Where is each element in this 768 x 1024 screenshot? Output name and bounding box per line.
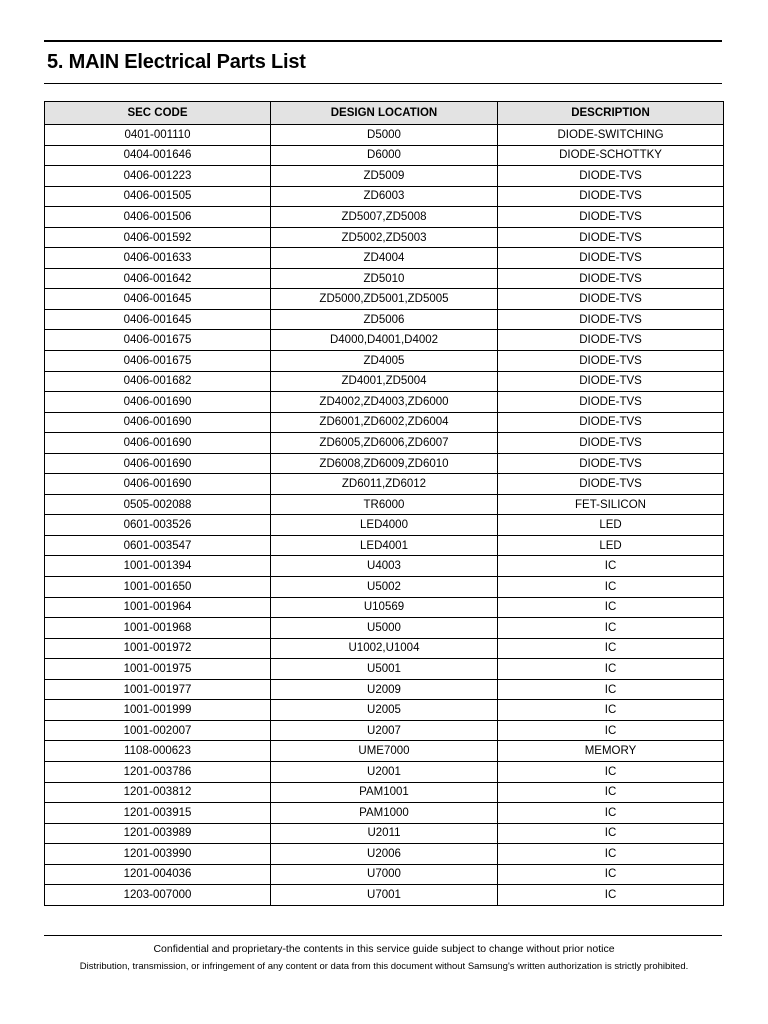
table-row: [45, 433, 724, 454]
sec-code-cell: 1201-003990: [45, 844, 271, 865]
sec-code-cell: 1001-001975: [45, 659, 271, 680]
design-location-cell: ZD5000,ZD5001,ZD5005: [271, 289, 498, 310]
table-row: [45, 309, 724, 330]
sec-code-cell: 0406-001690: [45, 433, 271, 454]
sec-code-cell: 1001-001977: [45, 679, 271, 700]
description-cell: IC: [498, 720, 724, 741]
description-cell: FET-SILICON: [498, 494, 724, 515]
design-location-cell: U1002,U1004: [271, 638, 498, 659]
description-cell: IC: [498, 885, 724, 906]
description-cell: IC: [498, 577, 724, 598]
table-row: [45, 371, 724, 392]
table-row: [45, 618, 724, 639]
design-location-cell: U2011: [271, 823, 498, 844]
table-row: [45, 330, 724, 351]
description-cell: DIODE-SCHOTTKY: [498, 145, 724, 166]
table-row: [45, 412, 724, 433]
sec-code-cell: 1201-003915: [45, 803, 271, 824]
table-row: [45, 803, 724, 824]
table-row: [45, 864, 724, 885]
sec-code-cell: 1001-001964: [45, 597, 271, 618]
design-location-cell: ZD5009: [271, 166, 498, 187]
description-cell: IC: [498, 638, 724, 659]
design-location-cell: PAM1000: [271, 803, 498, 824]
header-sec-code: SEC CODE: [45, 102, 271, 125]
sec-code-cell: 0404-001646: [45, 145, 271, 166]
table-body: [45, 125, 724, 906]
table-row: [45, 453, 724, 474]
design-location-cell: ZD5010: [271, 268, 498, 289]
design-location-cell: ZD5002,ZD5003: [271, 227, 498, 248]
table-row: [45, 125, 724, 146]
table-row: [45, 535, 724, 556]
top-rule: [44, 40, 722, 42]
sec-code-cell: 0406-001633: [45, 248, 271, 269]
design-location-cell: D6000: [271, 145, 498, 166]
description-cell: DIODE-TVS: [498, 186, 724, 207]
design-location-cell: ZD6011,ZD6012: [271, 474, 498, 495]
sec-code-cell: 0406-001675: [45, 330, 271, 351]
sec-code-cell: 1201-003786: [45, 761, 271, 782]
description-cell: DIODE-TVS: [498, 207, 724, 228]
table-row: [45, 782, 724, 803]
sec-code-cell: 0406-001682: [45, 371, 271, 392]
sec-code-cell: 1108-000623: [45, 741, 271, 762]
description-cell: IC: [498, 823, 724, 844]
sec-code-cell: 1001-001394: [45, 556, 271, 577]
description-cell: DIODE-TVS: [498, 371, 724, 392]
description-cell: IC: [498, 659, 724, 680]
table-row: [45, 392, 724, 413]
design-location-cell: ZD5006: [271, 309, 498, 330]
design-location-cell: ZD6008,ZD6009,ZD6010: [271, 453, 498, 474]
table-row: [45, 679, 724, 700]
design-location-cell: D5000: [271, 125, 498, 146]
table-row: [45, 556, 724, 577]
description-cell: DIODE-TVS: [498, 268, 724, 289]
design-location-cell: U2009: [271, 679, 498, 700]
description-cell: IC: [498, 597, 724, 618]
table-row: [45, 474, 724, 495]
description-cell: DIODE-SWITCHING: [498, 125, 724, 146]
design-location-cell: U10569: [271, 597, 498, 618]
page-title: 5. MAIN Electrical Parts List: [47, 51, 306, 73]
sec-code-cell: 1201-004036: [45, 864, 271, 885]
design-location-cell: U2006: [271, 844, 498, 865]
design-location-cell: D4000,D4001,D4002: [271, 330, 498, 351]
description-cell: IC: [498, 679, 724, 700]
description-cell: DIODE-TVS: [498, 248, 724, 269]
sec-code-cell: 0406-001690: [45, 412, 271, 433]
table-row: [45, 207, 724, 228]
table-row: [45, 289, 724, 310]
sec-code-cell: 0505-002088: [45, 494, 271, 515]
description-cell: IC: [498, 618, 724, 639]
design-location-cell: U7001: [271, 885, 498, 906]
table-header-row: [45, 102, 724, 125]
sec-code-cell: 1001-001650: [45, 577, 271, 598]
description-cell: DIODE-TVS: [498, 289, 724, 310]
table-row: [45, 761, 724, 782]
description-cell: IC: [498, 700, 724, 721]
description-cell: IC: [498, 782, 724, 803]
description-cell: IC: [498, 761, 724, 782]
design-location-cell: U5001: [271, 659, 498, 680]
description-cell: IC: [498, 864, 724, 885]
description-cell: DIODE-TVS: [498, 412, 724, 433]
design-location-cell: TR6000: [271, 494, 498, 515]
design-location-cell: ZD4005: [271, 351, 498, 372]
table-row: [45, 351, 724, 372]
header-design-location: DESIGN LOCATION: [271, 102, 498, 125]
table-row: [45, 741, 724, 762]
sec-code-cell: 1203-007000: [45, 885, 271, 906]
description-cell: DIODE-TVS: [498, 474, 724, 495]
table-row: [45, 597, 724, 618]
design-location-cell: U2001: [271, 761, 498, 782]
table-row: [45, 885, 724, 906]
sec-code-cell: 0401-001110: [45, 125, 271, 146]
sec-code-cell: 0406-001690: [45, 392, 271, 413]
table-row: [45, 823, 724, 844]
description-cell: DIODE-TVS: [498, 453, 724, 474]
sec-code-cell: 0406-001645: [45, 289, 271, 310]
sec-code-cell: 1001-001972: [45, 638, 271, 659]
sec-code-cell: 0406-001592: [45, 227, 271, 248]
sec-code-cell: 1201-003812: [45, 782, 271, 803]
table-row: [45, 700, 724, 721]
table-row: [45, 494, 724, 515]
header-description: DESCRIPTION: [498, 102, 724, 125]
table-row: [45, 248, 724, 269]
design-location-cell: U5002: [271, 577, 498, 598]
design-location-cell: U4003: [271, 556, 498, 577]
sec-code-cell: 0406-001690: [45, 453, 271, 474]
table-row: [45, 659, 724, 680]
description-cell: DIODE-TVS: [498, 392, 724, 413]
footer-rule: [44, 935, 722, 936]
sec-code-cell: 0406-001223: [45, 166, 271, 187]
design-location-cell: ZD5007,ZD5008: [271, 207, 498, 228]
sec-code-cell: 0406-001690: [45, 474, 271, 495]
title-rule: [44, 83, 722, 84]
design-location-cell: U2007: [271, 720, 498, 741]
design-location-cell: UME7000: [271, 741, 498, 762]
design-location-cell: LED4000: [271, 515, 498, 536]
design-location-cell: U5000: [271, 618, 498, 639]
design-location-cell: ZD4002,ZD4003,ZD6000: [271, 392, 498, 413]
sec-code-cell: 0406-001675: [45, 351, 271, 372]
description-cell: DIODE-TVS: [498, 166, 724, 187]
parts-table: [44, 101, 724, 906]
design-location-cell: PAM1001: [271, 782, 498, 803]
description-cell: DIODE-TVS: [498, 330, 724, 351]
design-location-cell: ZD4004: [271, 248, 498, 269]
sec-code-cell: 1001-002007: [45, 720, 271, 741]
sec-code-cell: 0406-001505: [45, 186, 271, 207]
table-row: [45, 145, 724, 166]
sec-code-cell: 0406-001645: [45, 309, 271, 330]
description-cell: DIODE-TVS: [498, 433, 724, 454]
design-location-cell: LED4001: [271, 535, 498, 556]
footer-distribution-notice: Distribution, transmission, or infringement of any content or data from this document without Samsung's written authorization is strictly prohibited.: [79, 961, 689, 972]
table-row: [45, 844, 724, 865]
design-location-cell: U7000: [271, 864, 498, 885]
design-location-cell: ZD4001,ZD5004: [271, 371, 498, 392]
description-cell: IC: [498, 803, 724, 824]
table-row: [45, 515, 724, 536]
table-row: [45, 638, 724, 659]
sec-code-cell: 0601-003526: [45, 515, 271, 536]
description-cell: LED: [498, 535, 724, 556]
description-cell: DIODE-TVS: [498, 351, 724, 372]
footer-confidential-notice: Confidential and proprietary-the contents in this service guide subject to change without prior notice: [153, 943, 615, 955]
table-row: [45, 268, 724, 289]
description-cell: LED: [498, 515, 724, 536]
description-cell: IC: [498, 556, 724, 577]
table-row: [45, 720, 724, 741]
design-location-cell: U2005: [271, 700, 498, 721]
description-cell: DIODE-TVS: [498, 309, 724, 330]
design-location-cell: ZD6005,ZD6006,ZD6007: [271, 433, 498, 454]
table-row: [45, 166, 724, 187]
sec-code-cell: 1001-001999: [45, 700, 271, 721]
table-row: [45, 186, 724, 207]
sec-code-cell: 0406-001506: [45, 207, 271, 228]
sec-code-cell: 0601-003547: [45, 535, 271, 556]
description-cell: MEMORY: [498, 741, 724, 762]
description-cell: DIODE-TVS: [498, 227, 724, 248]
table-row: [45, 227, 724, 248]
design-location-cell: ZD6003: [271, 186, 498, 207]
design-location-cell: ZD6001,ZD6002,ZD6004: [271, 412, 498, 433]
sec-code-cell: 0406-001642: [45, 268, 271, 289]
sec-code-cell: 1201-003989: [45, 823, 271, 844]
sec-code-cell: 1001-001968: [45, 618, 271, 639]
description-cell: IC: [498, 844, 724, 865]
table-row: [45, 577, 724, 598]
